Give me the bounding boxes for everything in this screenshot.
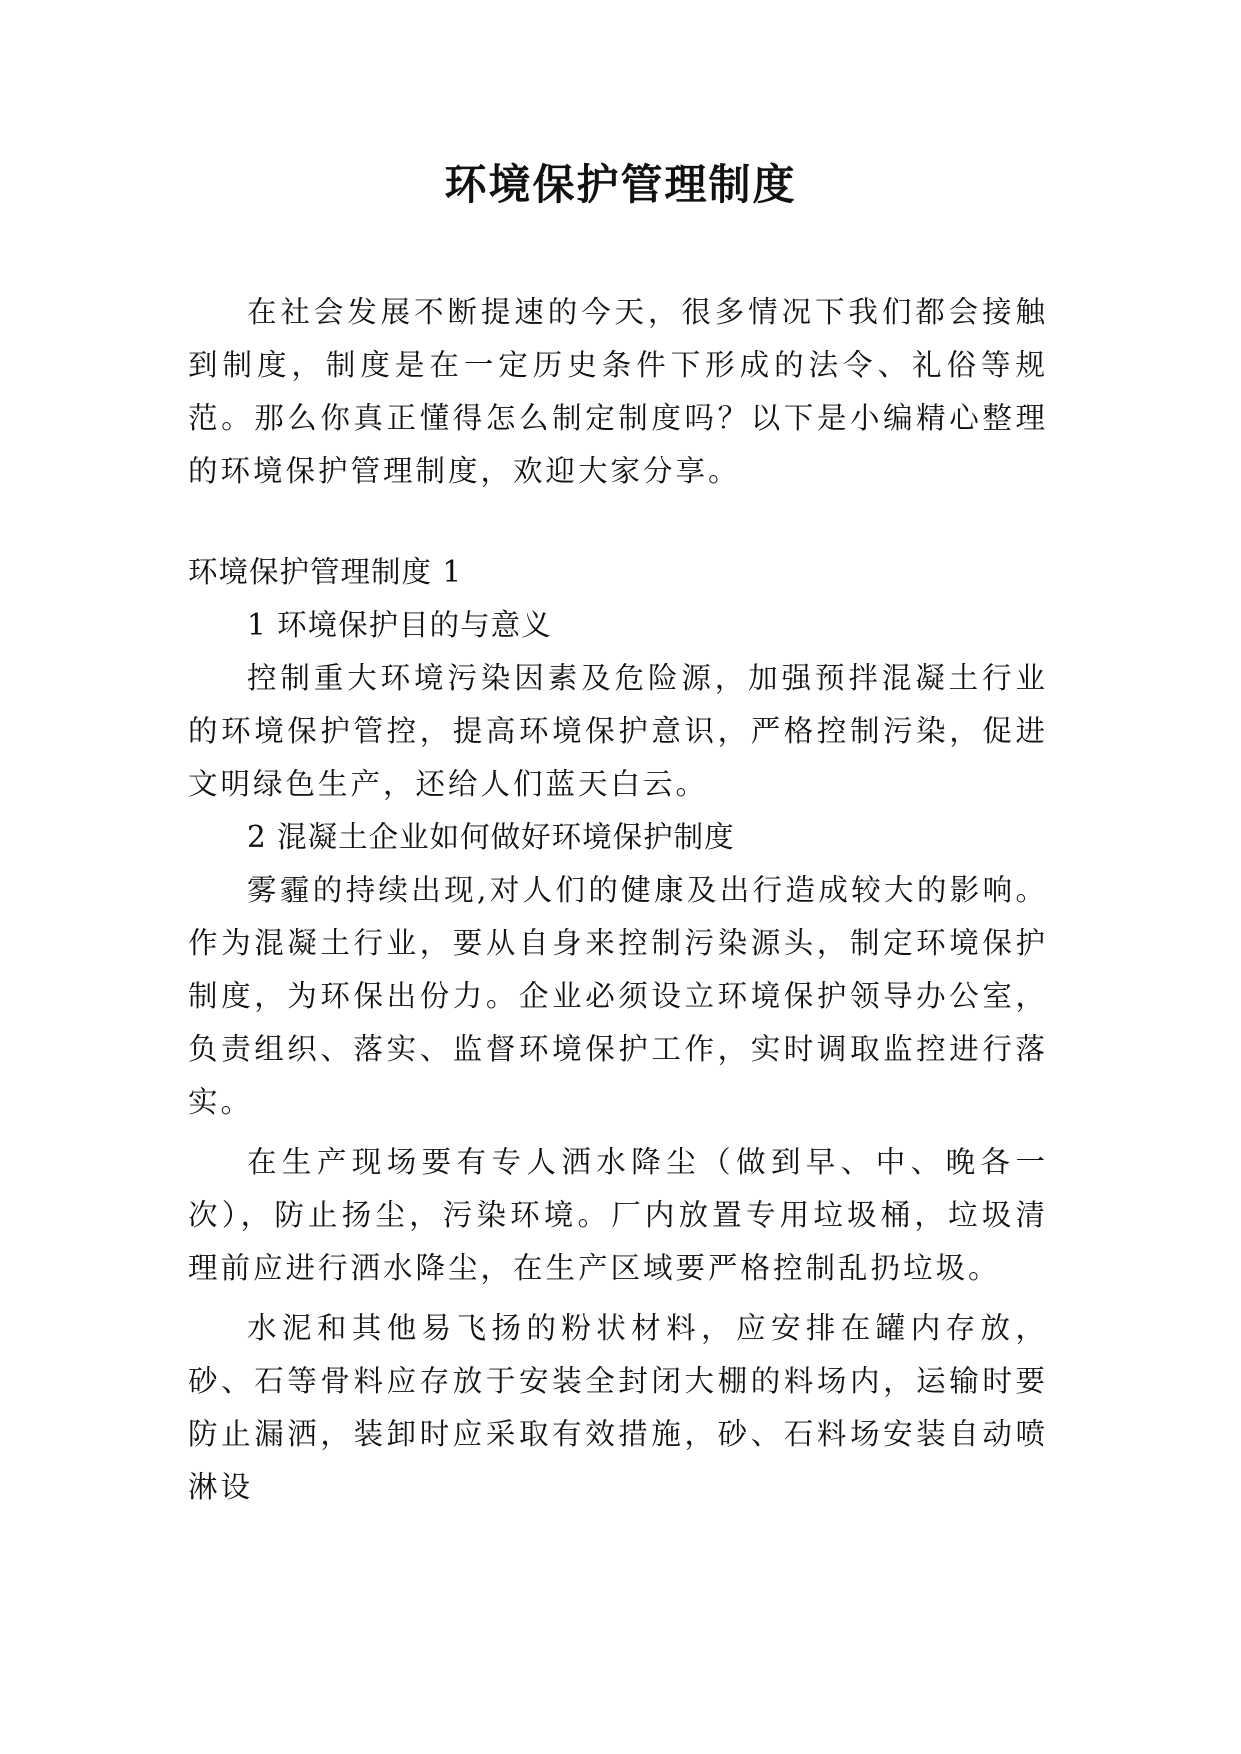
dust-control-paragraph: 在生产现场要有专人洒水降尘（做到早、中、晚各一次），防止扬尘，污染环境。厂内放置专用垃圾桶，垃圾清理前应进行洒水降尘，在生产区域要严格控制乱扔垃圾。 [188, 1145, 1048, 1285]
intro-paragraph: 在社会发展不断提速的今天，很多情况下我们都会接触到制度，制度是在一定历史条件下形成的法令、礼俗等规范。那么你真正懂得怎么制定制度吗？以下是小编精心整理的环境保护管理制度，欢迎大家分享。 [188, 295, 1048, 488]
section-title: 环境保护管理制度 1 [188, 555, 463, 589]
item2-heading: 2 混凝土企业如何做好环境保护制度 [247, 820, 735, 854]
materials-paragraph: 水泥和其他易飞扬的粉状材料，应安排在罐内存放，砂、石等骨料应存放于安装全封闭大棚的料场内，运输时要防止漏洒，装卸时应采取有效措施，砂、石料场安装自动喷淋设 [188, 1311, 1048, 1504]
document-body [188, 286, 1048, 1514]
item1-paragraph: 控制重大环境污染因素及危险源，加强预拌混凝土行业的环境保护管控，提高环境保护意识，严格控制污染，促进文明绿色生产，还给人们蓝天白云。 [188, 661, 1048, 801]
item1-heading: 1 环境保护目的与意义 [247, 608, 552, 642]
document-title: 环境保护管理制度 [444, 160, 797, 209]
item2-paragraph: 雾霾的持续出现,对人们的健康及出行造成较大的影响。作为混凝土行业，要从自身来控制污染源头，制定环境保护制度，为环保出份力。企业必须设立环境保护领导办公室，负责组织、落实、监督环境保护工作，实时调取监控进行落实。 [188, 873, 1048, 1119]
